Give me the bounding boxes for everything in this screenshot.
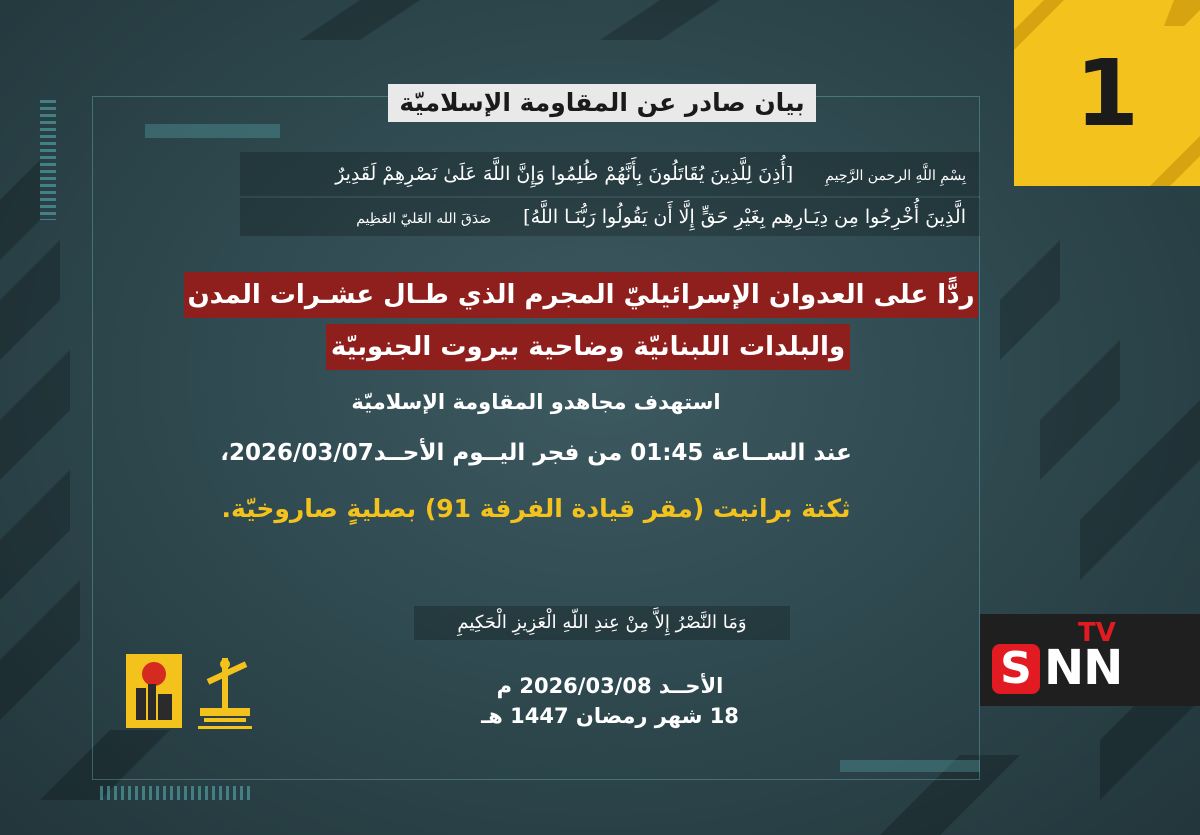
- body-line-1: استهدف مجاهدو المقاومة الإسلاميّة: [351, 390, 721, 414]
- quran-verse-line-2: [240, 198, 980, 236]
- snn-tv-label: TV: [1078, 618, 1116, 648]
- decorative-hatch: [40, 100, 56, 220]
- headline-line-1: ردًّا على العدوان الإسرائيليّ المجرم الذي طـال عشـرات المدن: [184, 272, 978, 318]
- statement-number-badge: [1014, 0, 1200, 186]
- verse-text-1: [أُذِنَ لِلَّذِينَ يُقَاتَلُونَ بِأَنَّهُمْ ظُلِمُوا وَإِنَّ اللَّهَ عَلَىٰ نَصْرِهِمْ لَقَدِيرٌ: [335, 163, 794, 185]
- hijri-date: 18 شهر رمضان 1447 هـ: [481, 704, 739, 728]
- sadaqa: صَدَقَ الله العَليّ العَظِيم: [356, 211, 492, 227]
- quran-verse-line-1: [240, 152, 980, 196]
- basmala: بِسْمِ اللَّهِ الرحمن الرَّحِيمِ: [825, 168, 966, 184]
- emblem-logo-icon: [192, 652, 258, 734]
- verse-text-2: الَّذِينَ أُخْرِجُوا مِن دِيَـارِهِم بِغَيْرِ حَقٍّ إِلَّا أَن يَقُولُوا رَبُّنَـا اللَّهُ]: [523, 206, 966, 228]
- organization-logo-icon: [126, 654, 182, 728]
- statement-title: بيان صادر عن المقاومة الإسلاميّة: [388, 84, 816, 122]
- statement-number: 1: [1074, 39, 1139, 147]
- snn-s-logo: S: [992, 644, 1040, 694]
- gregorian-date: الأحــد 2026/03/08 م: [496, 674, 724, 698]
- body-line-2: عند الســاعة 01:45 من فجر اليــوم الأحــد2026/03/07،: [220, 440, 852, 466]
- headline-line-2: والبلدات اللبنانيّة وضاحية بيروت الجنوبيّة: [326, 324, 850, 370]
- decorative-hatch: [100, 786, 250, 800]
- frame-accent: [145, 124, 280, 138]
- target-line: ثكنة برانيت (مقر قيادة الفرقة 91) بصليةٍ صاروخيّة.: [221, 494, 851, 523]
- frame-accent: [840, 760, 980, 772]
- closing-verse: وَمَا النَّصْرُ إِلاَّ مِنْ عِندِ اللّهِ الْعَزِيزِ الْحَكِيمِ: [414, 606, 790, 640]
- snn-nn-logo: NN: [1044, 640, 1123, 696]
